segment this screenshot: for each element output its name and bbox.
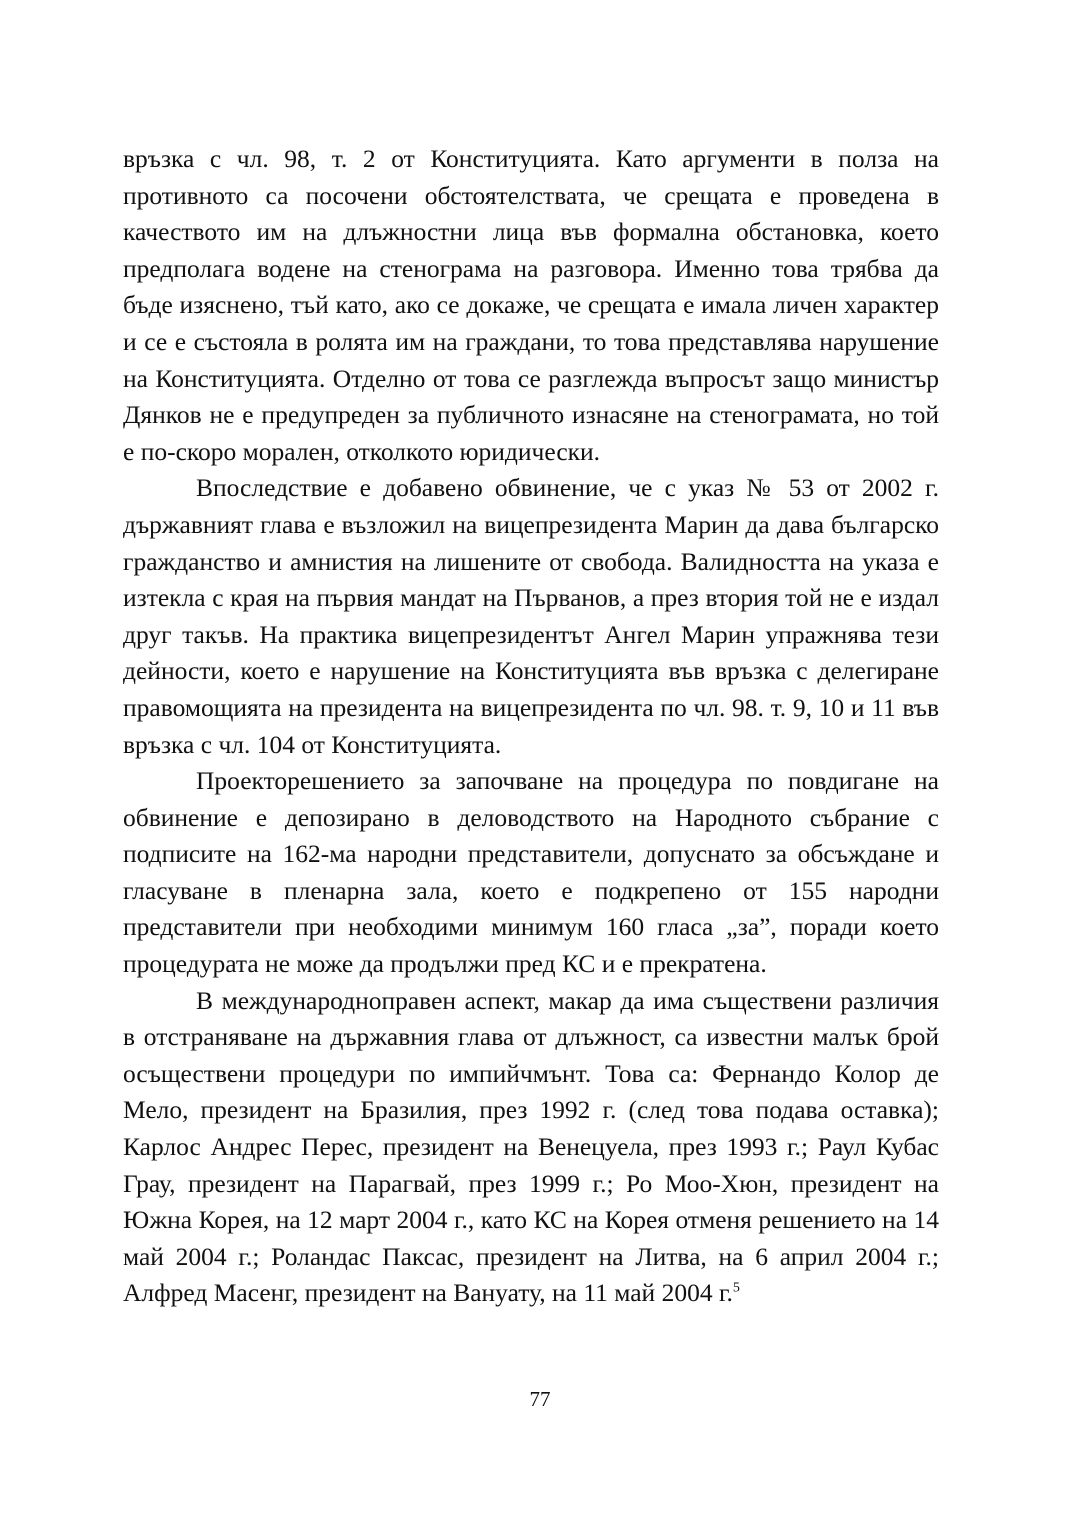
text-body xyxy=(123,141,939,1312)
paragraph-international-text: В международноправен аспект, макар да има съществени различия в отстраняване на държавния глава от длъжност, са известни малък брой осъществени процедури по импийчмънт. Това са: Фернандо Колор де Мело, президент на Бразилия, през 1992 г. (след това подава оставка); Карлос Андрес Перес, президент на Венецуела, през 1993 г.; Раул Кубас Грау, президент на Парагвай, през 1999 г.; Ро Моо-Хюн, президент на Южна Корея, на 12 март 2004 г., като КС на Корея отменя решението на 14 май 2004 г.; Роландас Паксас, президент на Литва, на 6 април 2004 г.; Алфред Масенг, президент на Вануату, на 11 май 2004 г. xyxy=(123,985,939,1308)
paragraph-continuation: връзка с чл. 98, т. 2 от Конституцията. Като аргументи в полза на противното са посочени обстоятелствата, че срещата е проведена в качеството им на длъжностни лица във формална обстановка, което предполага водене на стенограма на разговора. Именно това трябва да бъде изяснено, тъй като, ако се докаже, че срещата е имала личен характер и се е състояла в ролята им на граждани, то това представлява нарушение на Конституцията. Отделно от това се разглежда въпросът защо министър Дянков не е предупреден за публичното изнасяне на стенограмата, но той е по-скоро морален, отколкото юридически. xyxy=(123,144,939,466)
paragraph-decree-accusation: Впоследствие е добавено обвинение, че с указ № 53 от 2002 г. държавният глава е възложил на вицепрезидента Марин да дава българско гражданство и амнистия на лишените от свобода. Валидността на указа е изтекла с края на първия мандат на Първанов, а през втория той не е издал друг такъв. На практика вицепрезидентът Ангел Марин упражнява тези дейности, което е нарушение на Конституцията във връзка с делегиране правомощията на президента на вицепрезидента по чл. 98. т. 9, 10 и 11 във връзка с чл. 104 от Конституцията. xyxy=(123,473,939,759)
paragraph-draft-decision: Проекторешението за започване на процедура по повдигане на обвинение е депозирано в деловодството на Народното събрание с подписите на 162-ма народни представители, допуснато за обсъждане и гласуване в пленарна зала, което е подкрепено от 155 народни представители при необходими минимум 160 гласа „за”, поради което процедурата не може да продължи пред КС и е прекратена. xyxy=(123,766,939,979)
page-number: 77 xyxy=(529,1387,551,1411)
paragraph-international-aspect xyxy=(123,983,939,1312)
footnote-reference[interactable]: 5 xyxy=(732,1280,740,1296)
